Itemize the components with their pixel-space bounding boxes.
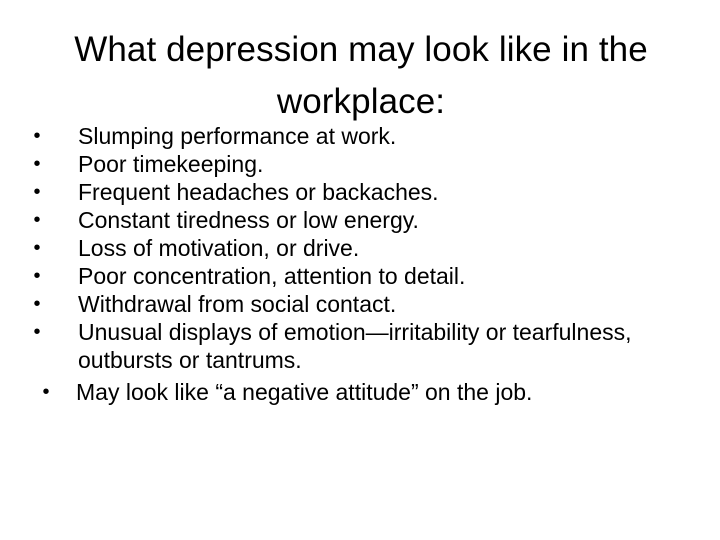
bullet-text: Constant tiredness or low energy. bbox=[78, 207, 419, 233]
bullet-item bbox=[0, 178, 720, 206]
slide-title: What depression may look like in the workplace: bbox=[74, 30, 648, 121]
bullet-icon: • bbox=[33, 181, 41, 203]
bullet-item bbox=[0, 262, 720, 290]
bullet-icon: • bbox=[33, 153, 41, 175]
bullet-text: Frequent headaches or backaches. bbox=[78, 179, 439, 205]
bullet-text: Loss of motivation, or drive. bbox=[78, 235, 360, 261]
bullet-item bbox=[0, 378, 720, 406]
bullet-text: Poor concentration, attention to detail. bbox=[78, 263, 466, 289]
bullet-item bbox=[0, 206, 720, 234]
bullet-text: Poor timekeeping. bbox=[78, 151, 264, 177]
bullet-text: May look like “a negative attitude” on the job. bbox=[76, 379, 533, 405]
bullet-icon: • bbox=[33, 321, 41, 343]
bullet-icon: • bbox=[33, 209, 41, 231]
bullet-icon: • bbox=[42, 381, 50, 403]
bullet-icon: • bbox=[33, 237, 41, 259]
bullet-text: Withdrawal from social contact. bbox=[78, 291, 397, 317]
bullet-icon: • bbox=[33, 125, 41, 147]
bullet-icon: • bbox=[33, 265, 41, 287]
bullet-text: Slumping performance at work. bbox=[78, 123, 397, 149]
bullet-item bbox=[0, 318, 720, 374]
bullet-item bbox=[0, 290, 720, 318]
bullet-item bbox=[0, 122, 720, 150]
bullet-item bbox=[0, 234, 720, 262]
bullet-item bbox=[0, 150, 720, 178]
bullet-icon: • bbox=[33, 293, 41, 315]
bullet-list bbox=[0, 122, 720, 406]
bullet-text: Unusual displays of emotion—irritability or tearfulness, outbursts or tantrums. bbox=[78, 319, 632, 373]
